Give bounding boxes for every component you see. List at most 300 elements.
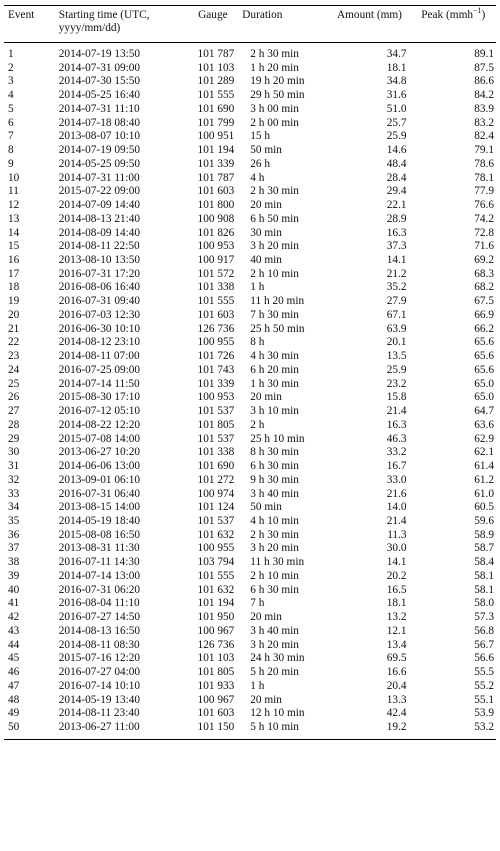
cell-starting-time: 2014-07-19 09:50 (58, 144, 141, 157)
table-row (4, 117, 496, 131)
cell-amount: 37.3 (386, 240, 407, 253)
cell-duration: 29 h 50 min (250, 89, 305, 102)
cell-starting-time: 2016-07-25 09:00 (58, 363, 141, 376)
cell-duration: 26 h (250, 157, 271, 170)
table-row (4, 130, 496, 144)
cell-starting-time: 2013-08-07 10:10 (58, 130, 141, 143)
header-starting-time-text (59, 9, 177, 35)
cell-gauge: 101 690 (197, 460, 235, 473)
table-row (4, 433, 496, 447)
cell-gauge: 101 338 (197, 281, 235, 294)
cell-starting-time: 2014-07-09 14:40 (58, 199, 141, 212)
cell-duration: 11 h 30 min (250, 556, 305, 569)
cell-amount: 16.3 (386, 226, 407, 239)
cell-duration: 7 h 30 min (250, 308, 299, 321)
cell-peak: 65.6 (474, 336, 494, 349)
cell-gauge: 101 603 (197, 707, 235, 720)
cell-peak: 59.6 (474, 514, 494, 527)
cell-amount: 14.1 (386, 556, 407, 569)
cell-event: 25 (8, 377, 20, 390)
table-row (4, 460, 496, 474)
table-row (4, 570, 496, 584)
cell-starting-time: 2014-08-22 12:20 (58, 418, 141, 431)
cell-event: 46 (8, 666, 20, 679)
cell-starting-time: 2014-08-11 07:00 (58, 350, 140, 363)
cell-gauge: 101 103 (197, 652, 235, 665)
table-row (4, 323, 496, 337)
cell-starting-time: 2014-05-25 16:40 (58, 89, 141, 102)
cell-amount: 25.9 (386, 130, 407, 143)
table-row (4, 281, 496, 295)
cell-duration: 2 h 00 min (250, 116, 299, 129)
header-starting-time-line1: Starting time (UTC, (58, 9, 150, 21)
cell-amount: 31.6 (386, 89, 407, 102)
table-row (4, 364, 496, 378)
cell-peak: 78.6 (474, 157, 494, 170)
cell-amount: 42.4 (386, 707, 407, 720)
cell-gauge: 101 950 (197, 611, 235, 624)
table-row (4, 666, 496, 680)
cell-peak: 65.6 (474, 363, 494, 376)
table-row (4, 268, 496, 282)
cell-peak: 55.2 (474, 679, 494, 692)
cell-peak: 58.7 (474, 542, 494, 555)
cell-peak: 56.8 (474, 624, 494, 637)
cell-amount: 23.2 (386, 377, 407, 390)
table-row (4, 350, 496, 364)
cell-starting-time: 2014-07-19 13:50 (58, 48, 141, 60)
cell-duration: 6 h 50 min (250, 212, 299, 225)
cell-peak: 69.2 (474, 254, 494, 267)
cell-gauge: 100 953 (197, 391, 235, 404)
table-row (4, 240, 496, 254)
cell-gauge: 101 933 (197, 679, 235, 692)
cell-event: 24 (8, 363, 20, 376)
cell-event: 35 (8, 514, 20, 527)
cell-peak: 61.4 (474, 460, 494, 473)
cell-duration: 8 h 30 min (250, 446, 299, 459)
cell-gauge: 101 572 (197, 267, 235, 280)
cell-event: 9 (8, 157, 14, 170)
cell-gauge: 101 805 (197, 666, 235, 679)
cell-event: 50 (4, 721, 55, 739)
cell-peak: 79.1 (474, 144, 494, 157)
cell-duration: 3 h 40 min (250, 487, 299, 500)
cell-gauge: 101 632 (197, 528, 235, 541)
cell-gauge: 101 799 (197, 116, 235, 129)
cell-starting-time: 2014-08-09 14:40 (58, 226, 141, 239)
cell-amount: 35.2 (386, 281, 407, 294)
cell-peak: 56.7 (474, 638, 494, 651)
cell-duration: 40 min (250, 254, 282, 267)
cell-event: 1 (8, 48, 14, 60)
cell-duration: 6 h 30 min (250, 583, 299, 596)
cell-duration: 30 min (250, 226, 282, 239)
cell-starting-time: 2013-08-10 13:50 (58, 254, 141, 267)
cell-starting-time: 2016-07-11 14:30 (58, 556, 140, 569)
cell-event: 21 (8, 322, 20, 335)
cell-starting-time: 2014-07-30 15:50 (58, 75, 141, 88)
cell-amount: 25.7 (386, 116, 407, 129)
cell-peak: 65.0 (474, 377, 494, 390)
cell-amount: 20.4 (386, 679, 407, 692)
table-row (4, 158, 496, 172)
cell-duration: 19 h 20 min (250, 75, 305, 88)
cell-starting-time: 2015-07-16 12:20 (58, 652, 141, 665)
cell-event: 41 (8, 597, 20, 610)
table-row (4, 556, 496, 570)
cell-gauge: 101 555 (197, 569, 235, 582)
cell-peak: 53.2 (411, 721, 496, 739)
cell-duration: 6 h 20 min (250, 363, 299, 376)
cell-peak: 61.2 (474, 473, 494, 486)
cell-starting-time: 2016-07-31 06:40 (58, 487, 141, 500)
cell-gauge: 101 124 (197, 501, 235, 514)
cell-amount: 11.3 (387, 528, 407, 541)
cell-starting-time: 2016-07-27 14:50 (58, 611, 141, 624)
cell-event: 47 (8, 679, 20, 692)
cell-starting-time: 2014-08-11 22:50 (58, 240, 140, 253)
cell-duration: 5 h 20 min (250, 666, 299, 679)
cell-amount: 28.4 (386, 171, 407, 184)
cell-peak: 56.6 (474, 652, 494, 665)
cell-peak: 61.0 (474, 487, 494, 500)
cell-duration: 3 h 20 min (250, 240, 299, 253)
cell-starting-time: 2016-07-27 04:00 (58, 666, 141, 679)
cell-event: 8 (8, 144, 14, 157)
cell-duration: 5 h 10 min (238, 721, 328, 739)
cell-amount: 34.8 (386, 75, 407, 88)
cell-gauge: 101 103 (197, 61, 235, 74)
cell-amount: 21.4 (386, 405, 407, 418)
cell-peak: 87.5 (474, 61, 494, 74)
table-row (4, 584, 496, 598)
cell-starting-time: 2014-07-14 11:50 (58, 377, 140, 390)
header-peak (411, 6, 496, 43)
cell-event: 27 (8, 405, 20, 418)
cell-event: 38 (8, 556, 20, 569)
cell-duration: 25 h 50 min (250, 322, 305, 335)
cell-starting-time: 2016-07-03 12:30 (58, 308, 141, 321)
table-row (4, 254, 496, 268)
cell-peak: 66.9 (474, 308, 494, 321)
cell-event: 5 (8, 102, 14, 115)
cell-duration: 2 h 30 min (250, 48, 299, 60)
cell-starting-time: 2013-09-01 06:10 (58, 473, 141, 486)
cell-gauge: 101 690 (197, 102, 235, 115)
cell-event: 26 (8, 391, 20, 404)
cell-duration: 3 h 00 min (250, 102, 299, 115)
cell-duration: 1 h 20 min (250, 61, 299, 74)
cell-amount: 51.0 (386, 102, 407, 115)
table-row (4, 295, 496, 309)
cell-gauge: 100 974 (197, 487, 235, 500)
table-row (4, 611, 496, 625)
cell-duration: 50 min (250, 144, 282, 157)
cell-duration: 1 h 30 min (250, 377, 299, 390)
cell-starting-time: 2013-08-15 14:00 (58, 501, 141, 514)
table-row (4, 474, 496, 488)
cell-peak: 72.8 (474, 226, 494, 239)
cell-gauge: 100 951 (197, 130, 235, 143)
header-amount: Amount (mm) (328, 6, 410, 43)
table-row (4, 680, 496, 694)
cell-duration: 11 h 20 min (250, 295, 305, 308)
header-row (4, 6, 496, 43)
cell-peak: 53.9 (474, 707, 494, 720)
cell-duration: 3 h 20 min (250, 542, 299, 555)
cell-duration: 3 h 20 min (250, 638, 299, 651)
cell-event: 36 (8, 528, 20, 541)
cell-amount: 16.3 (386, 418, 407, 431)
cell-starting-time: 2015-07-08 14:00 (58, 432, 141, 445)
cell-gauge: 101 339 (197, 157, 235, 170)
cell-duration: 2 h (250, 418, 265, 431)
cell-event: 2 (8, 61, 14, 74)
cell-gauge: 101 289 (197, 75, 235, 88)
cell-gauge: 100 967 (197, 624, 235, 637)
cell-event: 30 (8, 446, 20, 459)
cell-gauge: 101 787 (197, 48, 235, 60)
cell-duration: 25 h 10 min (250, 432, 305, 445)
cell-peak: 83.9 (474, 102, 494, 115)
cell-gauge: 126 736 (197, 322, 235, 335)
cell-amount: 28.9 (386, 212, 407, 225)
cell-amount: 20.1 (386, 336, 407, 349)
cell-duration: 2 h 30 min (250, 528, 299, 541)
cell-event: 37 (8, 542, 20, 555)
cell-event: 20 (8, 308, 20, 321)
cell-amount: 13.5 (386, 350, 407, 363)
cell-starting-time: 2016-08-06 16:40 (58, 281, 141, 294)
table-row (4, 529, 496, 543)
cell-event: 44 (8, 638, 20, 651)
cell-peak: 76.6 (474, 199, 494, 212)
cell-event: 29 (8, 432, 20, 445)
cell-starting-time: 2013-08-31 11:30 (58, 542, 140, 555)
cell-gauge: 101 805 (197, 418, 235, 431)
cell-event: 4 (8, 89, 14, 102)
header-duration: Duration (238, 6, 328, 43)
cell-event: 7 (8, 130, 14, 143)
cell-event: 43 (8, 624, 20, 637)
table-row (4, 172, 496, 186)
cell-peak: 83.2 (474, 116, 494, 129)
table-row (4, 488, 496, 502)
table-row (4, 652, 496, 666)
cell-gauge: 100 955 (197, 336, 235, 349)
cell-duration: 24 h 30 min (250, 652, 305, 665)
cell-peak: 65.6 (474, 350, 494, 363)
cell-starting-time: 2014-08-11 08:30 (58, 638, 140, 651)
cell-peak: 55.1 (474, 693, 494, 706)
cell-amount: 18.1 (386, 597, 407, 610)
table-row (4, 199, 496, 213)
cell-gauge: 100 955 (197, 542, 235, 555)
cell-gauge: 101 826 (197, 226, 235, 239)
cell-event: 18 (8, 281, 20, 294)
cell-gauge: 101 194 (197, 144, 235, 157)
cell-duration: 3 h 10 min (250, 405, 299, 418)
cell-starting-time: 2014-07-14 13:00 (58, 569, 141, 582)
cell-duration: 20 min (250, 611, 282, 624)
table-row (4, 103, 496, 117)
cell-gauge: 101 787 (197, 171, 235, 184)
cell-duration: 2 h 10 min (250, 267, 299, 280)
cell-peak: 78.1 (474, 171, 494, 184)
cell-gauge: 100 967 (197, 693, 235, 706)
cell-duration: 20 min (250, 199, 282, 212)
cell-starting-time: 2014-05-19 13:40 (58, 693, 141, 706)
cell-starting-time: 2016-07-31 09:40 (58, 295, 141, 308)
cell-amount: 27.9 (386, 295, 407, 308)
cell-starting-time: 2014-08-13 21:40 (58, 212, 141, 225)
cell-event: 45 (8, 652, 20, 665)
cell-peak: 60.5 (474, 501, 494, 514)
cell-duration: 4 h (250, 171, 265, 184)
cell-gauge: 101 150 (187, 721, 238, 739)
table-row (4, 391, 496, 405)
table-row (4, 405, 496, 419)
cell-peak: 58.9 (474, 528, 494, 541)
table-row (4, 419, 496, 433)
cell-gauge: 101 726 (197, 350, 235, 363)
cell-starting-time: 2014-07-31 11:00 (58, 171, 140, 184)
table-row (4, 707, 496, 721)
header-peak-exponent: −1 (473, 6, 482, 16)
cell-starting-time: 2014-05-25 09:50 (58, 157, 141, 170)
cell-peak: 82.4 (474, 130, 494, 143)
cell-event: 23 (8, 350, 20, 363)
cell-peak: 62.9 (474, 432, 494, 445)
cell-amount: 67.1 (386, 308, 407, 321)
cell-amount: 16.6 (386, 666, 407, 679)
cell-starting-time: 2016-06-30 10:10 (58, 322, 141, 335)
cell-peak: 89.1 (474, 48, 494, 60)
cell-event: 13 (8, 212, 20, 225)
table-row (4, 721, 496, 739)
header-peak-suffix: ) (481, 9, 486, 21)
cell-event: 34 (8, 501, 20, 514)
table-row (4, 336, 496, 350)
cell-starting-time: 2014-07-31 11:10 (58, 102, 140, 115)
table-row (4, 446, 496, 460)
cell-gauge: 101 537 (197, 405, 235, 418)
cell-event: 6 (8, 116, 14, 129)
cell-peak: 62.1 (474, 446, 494, 459)
cell-gauge: 126 736 (197, 638, 235, 651)
cell-duration: 20 min (250, 693, 282, 706)
cell-peak: 64.7 (474, 405, 494, 418)
cell-event: 31 (8, 460, 20, 473)
cell-peak: 74.2 (474, 212, 494, 225)
table-row (4, 639, 496, 653)
cell-amount: 13.2 (386, 611, 407, 624)
cell-duration: 4 h 10 min (250, 514, 299, 527)
cell-gauge: 101 272 (197, 473, 235, 486)
table-header (4, 6, 496, 43)
cell-event: 39 (8, 569, 20, 582)
table-row (4, 597, 496, 611)
cell-peak: 55.5 (474, 666, 494, 679)
cell-duration: 7 h (250, 597, 265, 610)
cell-starting-time: 2013-06-27 10:20 (58, 446, 141, 459)
cell-amount: 33.0 (386, 473, 407, 486)
cell-event: 15 (8, 240, 20, 253)
cell-gauge: 101 555 (197, 89, 235, 102)
table-row (4, 89, 496, 103)
cell-amount: 14.0 (386, 501, 407, 514)
cell-starting-time: 2015-08-08 16:50 (58, 528, 141, 541)
cell-duration: 1 h (250, 281, 265, 294)
table-row (4, 694, 496, 708)
cell-gauge: 101 603 (197, 185, 235, 198)
cell-peak: 86.6 (474, 75, 494, 88)
cell-amount: 19.2 (328, 721, 410, 739)
cell-peak: 58.1 (474, 569, 494, 582)
cell-amount: 14.1 (386, 254, 407, 267)
cell-amount: 22.1 (386, 199, 407, 212)
table-row (4, 625, 496, 639)
header-starting-time (55, 6, 188, 43)
cell-gauge: 101 338 (197, 446, 235, 459)
cell-starting-time: 2014-08-12 23:10 (58, 336, 141, 349)
cell-event: 42 (8, 611, 20, 624)
cell-gauge: 100 917 (197, 254, 235, 267)
cell-starting-time: 2014-07-18 08:40 (58, 116, 141, 129)
cell-amount: 15.8 (386, 391, 407, 404)
cell-event: 16 (8, 254, 20, 267)
cell-starting-time: 2014-08-13 16:50 (58, 624, 141, 637)
events-table (4, 5, 496, 740)
cell-event: 22 (8, 336, 20, 349)
cell-event: 40 (8, 583, 20, 596)
cell-amount: 48.4 (386, 157, 407, 170)
table-row (4, 227, 496, 241)
cell-event: 14 (8, 226, 20, 239)
cell-peak: 71.6 (474, 240, 494, 253)
table-row (4, 378, 496, 392)
table-row (4, 75, 496, 89)
cell-event: 12 (8, 199, 20, 212)
cell-event: 48 (8, 693, 20, 706)
cell-peak: 58.0 (474, 597, 494, 610)
header-starting-time-line2: yyyy/mm/dd) (58, 22, 121, 34)
header-peak-prefix: Peak (mmh (421, 9, 474, 21)
header-gauge: Gauge (187, 6, 238, 43)
cell-amount: 29.4 (386, 185, 407, 198)
table-row (4, 515, 496, 529)
cell-event: 17 (8, 267, 20, 280)
table-row (4, 213, 496, 227)
cell-event: 11 (8, 185, 19, 198)
cell-gauge: 100 908 (197, 212, 235, 225)
cell-starting-time: 2016-07-31 17:20 (58, 267, 141, 280)
table-body (4, 43, 496, 740)
cell-duration: 3 h 40 min (250, 624, 299, 637)
cell-amount: 20.2 (386, 569, 407, 582)
table-row (4, 309, 496, 323)
cell-peak: 68.2 (474, 281, 494, 294)
cell-peak: 77.9 (474, 185, 494, 198)
cell-amount: 69.5 (386, 652, 407, 665)
cell-gauge: 101 339 (197, 377, 235, 390)
cell-amount: 21.6 (386, 487, 407, 500)
cell-event: 28 (8, 418, 20, 431)
cell-duration: 15 h (250, 130, 271, 143)
cell-peak: 63.6 (474, 418, 494, 431)
cell-duration: 12 h 10 min (250, 707, 305, 720)
